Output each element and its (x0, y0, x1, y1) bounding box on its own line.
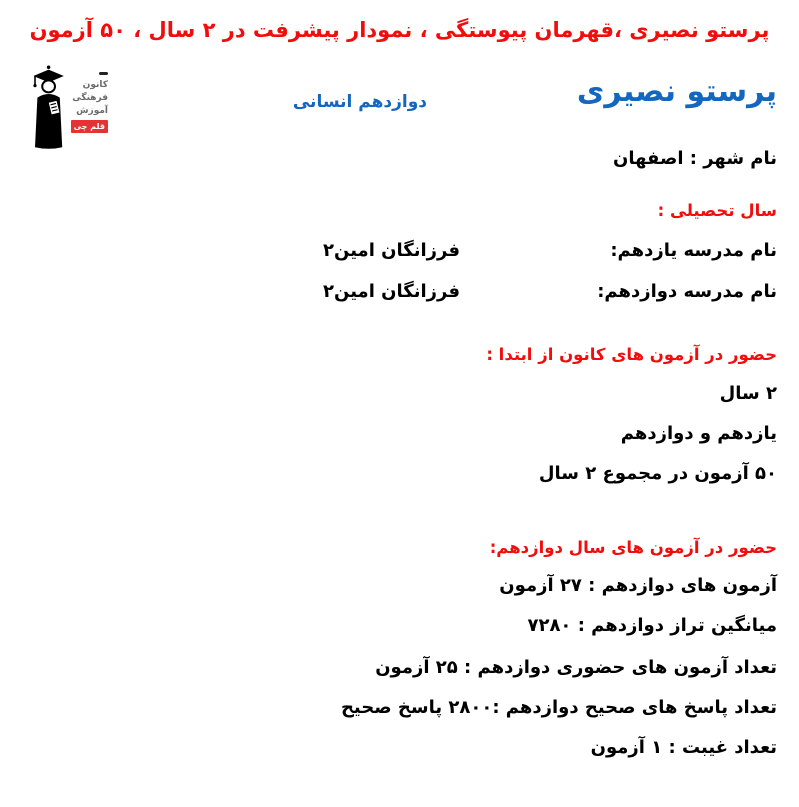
graduate-icon (30, 64, 68, 152)
attendance-overall-header: حضور در آزمون های کانون از ابتدا : (486, 345, 777, 364)
school-year-label: سال تحصیلی : (657, 201, 777, 220)
logo-badge-ghalamchi: قلم چی (71, 120, 108, 133)
attendance-overall-row: ۵۰ آزمون در مجموع ۲ سال (538, 463, 777, 484)
attendance-overall-row: ۲ سال (719, 383, 777, 404)
school12-label: نام مدرسه دوازدهم: (597, 281, 777, 302)
logo-text-column (68, 72, 108, 133)
attendance-grade12-row: آزمون های دوازدهم : ۲۷ آزمون (499, 575, 777, 596)
logo-dash (99, 72, 108, 75)
school11-value: فرزانگان امین۲ (323, 240, 460, 261)
attendance-grade12-row: تعداد غیبت : ۱ آزمون (590, 737, 777, 758)
school12-value: فرزانگان امین۲ (323, 281, 460, 302)
attendance-overall-row: یازدهم و دوازدهم (620, 423, 777, 444)
attendance-grade12-row: تعداد آزمون های حضوری دوازدهم : ۲۵ آزمون (375, 657, 777, 678)
attendance-grade12-header: حضور در آزمون های سال دوازدهم: (489, 538, 777, 557)
attendance-grade12-row: تعداد پاسخ های صحیح دوازدهم :۲۸۰۰ پاسخ صحیح (340, 697, 777, 718)
kanoon-logo (30, 64, 110, 152)
logo-org-line: کانون (82, 80, 108, 90)
logo-org-line: آموزش (76, 106, 108, 116)
attendance-grade12-row: میانگین تراز دوازدهم : ۷۲۸۰ (527, 615, 777, 636)
logo-org-line: فرهنگی (72, 93, 108, 103)
page-title: پرستو نصیری ،قهرمان پیوستگی ، نمودار پیشرفت در ۲ سال ، ۵۰ آزمون (29, 18, 770, 42)
student-name: پرستو نصیری (576, 74, 777, 109)
city-row: نام شهر : اصفهان (612, 148, 777, 169)
student-grade: دوازدهم انسانی (292, 92, 427, 112)
school11-label: نام مدرسه یازدهم: (610, 240, 777, 261)
